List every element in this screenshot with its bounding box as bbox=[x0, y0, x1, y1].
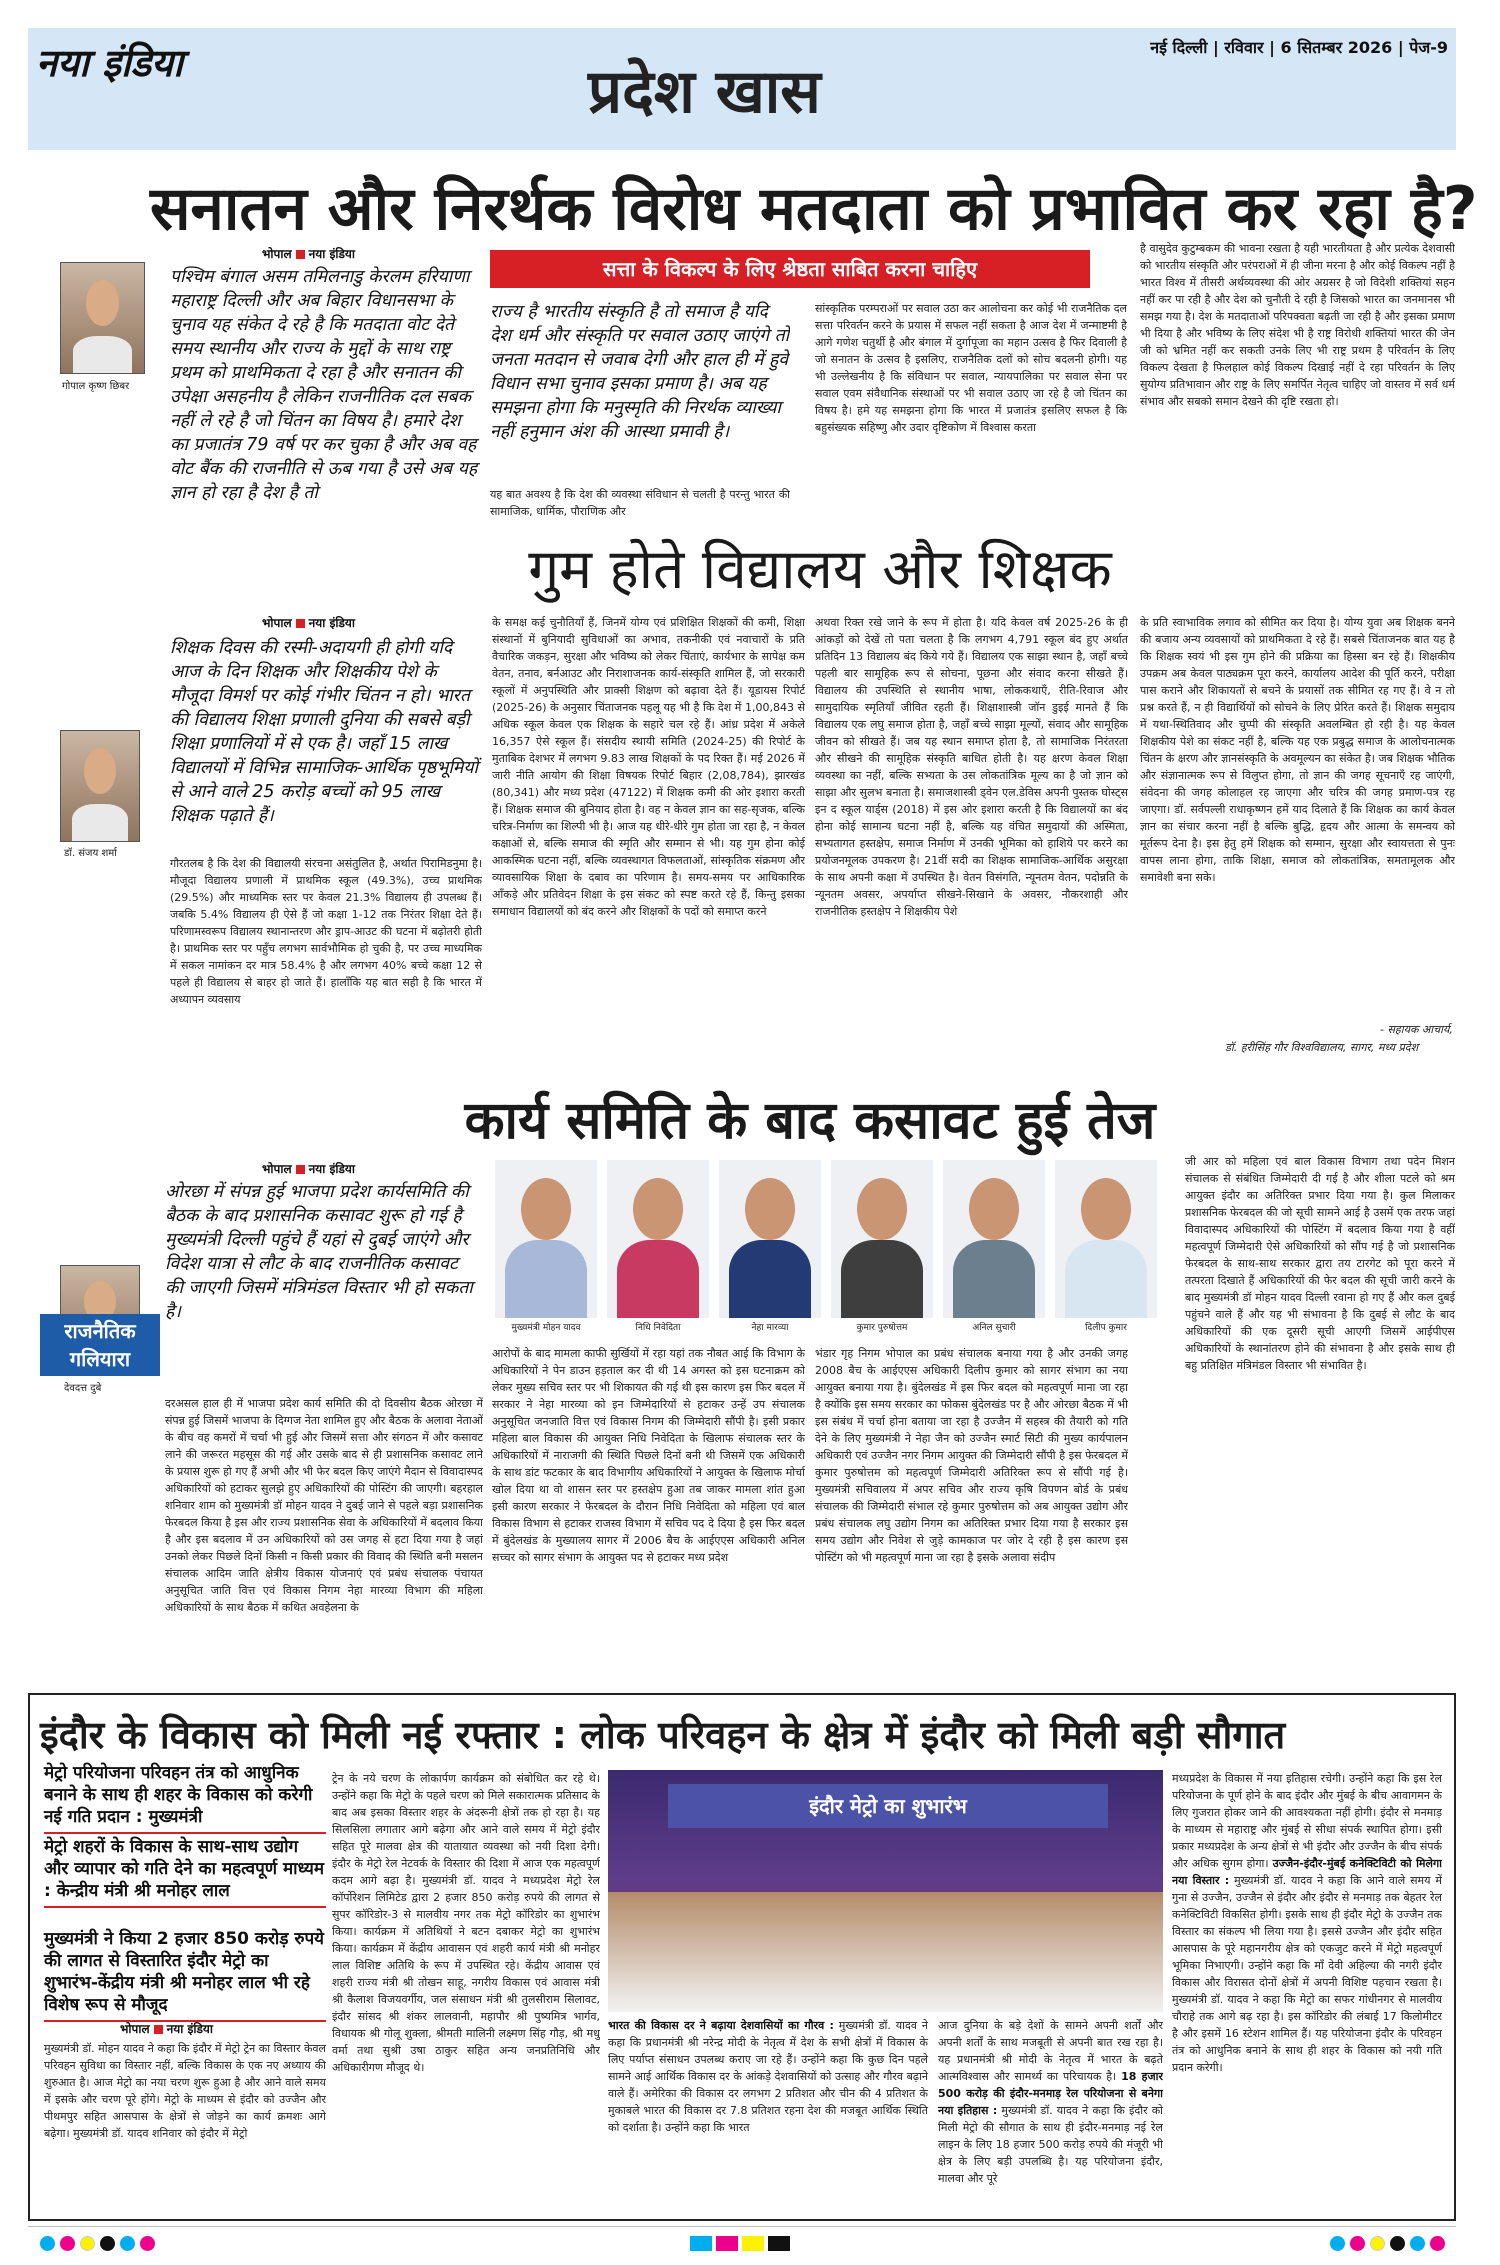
article4-bullet: मेट्रो शहरों के विकास के साथ-साथ उद्योग और व्यापार को गति देने का महत्वपूर्ण माध्यम : केन्द्रीय मंत्री श्री मनोहर लाल bbox=[44, 1836, 326, 1908]
metro-launch-photo bbox=[608, 1770, 1163, 2012]
official-photo bbox=[831, 1160, 933, 1318]
author-caption: देवदत्त दुबे bbox=[64, 1383, 102, 1394]
section-title: प्रदेश खास bbox=[588, 57, 821, 127]
official-photo bbox=[943, 1160, 1045, 1318]
article2-intro: शिक्षक दिवस की रस्मी-अदायगी ही होगी यदि आज के दिन शिक्षक और शिक्षकीय पेशे के मौजूदा विमर्श पर कोई गंभीर चिंतन न हो। भारत की विद्यालय शिक्षा प्रणाली दुनिया की सबसे बड़ी शिक्षा प्रणालियों में से एक है। जहाँ 15 लाख विद्यालयों में विभिन्न सामाजिक-आर्थिक पृष्ठभूमियों से आने वाले 25 करोड़ बच्चों को 95 लाख शिक्षक पढ़ाते हैं। bbox=[170, 638, 479, 826]
article2-column-a: गौरतलब है कि देश की विद्यालयी संरचना असंतुलित है, अर्थात पिरामिडनुमा है। मौजूदा विद्यालय प्रणाली में प्राथमिक स्कूल (49.3%), उच्च प्राथमिक (29.5%) और माध्यमिक स्तर पर केवल 21.3% विद्यालय ही उपलब्ध हैं। जबकि 5.4% विद्यालय ही ऐसे हैं जो कक्षा 1-12 तक निरंतर शिक्षा देते हैं। परिणामस्वरूप विद्यालय स्थानान्तरण और ड्राप-आउट की घटना में बढ़ोतरी होती है। प्राथमिक स्तर पर पहुँच लगभग सार्वभौमिक हो चुकी है, पर उच्च माध्यमिक में सकल नामांकन दर मात्र 58.4% है और लगभग 40% बच्चे कक्षा 12 से पहले ही विद्यालय से बाहर हो जाते हैं। हालाँकि यह बात सही है कि भारत में अध्यापन व्यवसाय bbox=[170, 857, 482, 1006]
column-d-text-2: मुख्यमंत्री डॉ. यादव ने कहा कि आने वाले समय में गुना से उज्जैन, उज्जैन से इंदौर और इंदौर से मनमाड़ तक बेहतर रेल कनेक्टिविटी विकसित होगी। इसके साथ ही इंदौर मेट्रो के उज्जैन तक विस्तार का संकल्प भी लिया गया है। इससे उज्जैन और इंदौर सहित आसपास के पूरे महानगरीय क्षेत्र को एकजुट करने में मेट्रो महत्वपूर्ण भूमिका निभाएगी। उन्होंने कहा कि माँ देवी अहिल्या की नगरी इंदौर विकास और विरासत दोनों क्षेत्रों में अपनी विशिष्ट पहचान रखता है। मुख्यमंत्री डॉ. यादव ने कहा कि मेट्रो का सफर गांधीनगर से मालवीय चौराहे तक आगे बढ़ रहा है। इस कॉरिडोर की लंबाई 17 किलोमीटर है और इसमें 16 स्टेशन शामिल हैं। यह परियोजना इंदौर के परिवहन तंत्र को आधुनिक बनाने के साथ ही शहर के विकास को नयी गति प्रदान करेगी। bbox=[1172, 1874, 1442, 2074]
article2-signoff-title: - सहायक आचार्य, bbox=[1380, 1023, 1453, 1036]
article3-intro: ओरछा में संपन्न हुई भाजपा प्रदेश कार्यसमिति की बैठक के बाद प्रशासनिक कसावट शुरू हो गई है मुख्यमंत्री दिल्ली पहुंचे हैं यहां से दुबई जाएंगे और विदेश यात्रा से लौट के बाद राजनीतिक कसावट की जाएगी जिसमें मंत्रिमंडल विस्तार भी हो सकता है। bbox=[165, 1182, 473, 1322]
article1-column-a: यह बात अवश्य है कि देश की व्यवस्था संविधान से चलती है परन्तु भारत की सामाजिक, धार्मिक, पौराणिक और bbox=[490, 488, 790, 518]
article3-column-a: दरअसल हाल ही में भाजपा प्रदेश कार्य समिति की दो दिवसीय बैठक ओरछा में संपन्न हुई जिसमें भाजपा के दिग्गज नेता शामिल हुए और बैठक के अलावा नेताओं के बीच वह कमरों में चर्चा भी हुई और जिसमें सत्ता और संगठन में और कसावट लाने की जरूरत महसूस की गई और उसके बाद से ही प्रशासनिक कसावट लाने के प्रयास शुरू हो गए हैं अभी और भी फेर बदल किए जाएंगे मैदान से विवादास्पद अधिकारियों को हटाकर सुलझे हुए अधिकारियों की पोस्टिंग की जाएगी। बहरहाल शनिवार शाम को मुख्यमंत्री डॉ मोहन यादव ने दुबई जाने से पहले बड़ा प्रशासनिक फेरबदल किया है इस और राज्य प्रशासनिक सेवा के अधिकारियों में बदलाव किया है और इस बदलाव में उन अधिकारियों को उस जगह से हटा दिया गया है जहां उनको लेकर पिछले दिनों किसी न किसी प्रकार की विवाद की स्थिति बनी मसलन संचालक आदिम जाति क्षेत्रीय विकास योजनाएं एवं प्रबंध संचालक पंचायत अनुसूचित जाति वित्त एवं विकास निगम नेहा मारव्या विभाग की महिला अधिकारियों के साथ बैठक में कथित अवहेलना के bbox=[165, 1397, 483, 1614]
article1-column-c: है वासुदेव कुटुम्बकम की भावना रखता है यही भारतीयता है और प्रत्येक देशवासी को भारतीय संस्कृति और परंपराओं में ही जीना मरना है और कोई विकल्प नहीं है भारत विश्व में तीसरी अर्थव्यवस्था की ओर अग्रसर है जो विदेशी शक्तियां सहन नहीं कर पा रही है और देश को चुनौती दे रही है जिसको भारत का जनमानस भी समझ गया है। देश के मतदाताओं परिपक्वता बढ़ती जा रही है और इसका प्रमाण भी दिया है और भविष्य के लिए संदेश भी है राष्ट्र विरोधी शक्तियां भारत की जेन जी को भ्रमित नहीं कर सकती उनके लिए भी राष्ट्र प्रथम है परिवर्तन के लिए विकल्प देखता है फिलहाल कोई विकल्प दिखाई नहीं दे रहा परिवर्तन के लिए सुयोग्य प्रतिभावान और राष्ट्र के लिए समर्पित नेतृत्व चाहिए जो वास्तव में सर्व धर्म संभाव और सबको समान देखने की दृष्टि रखता हो। bbox=[1140, 242, 1455, 408]
article2-signoff-affiliation: डॉ. हरीसिंह गौर विश्वविद्यालय, सागर, मध्य प्रदेश bbox=[1225, 1041, 1419, 1054]
footer-rule bbox=[28, 2226, 1456, 2227]
article3-column-b: आरोपों के बाद मामला काफी सुर्खियों में रहा यहां तक नौबत आई कि विभाग के अधिकारियों ने पेन डाउन हड़ताल कर दी थी 14 अगस्त को इस घटनाक्रम को लेकर मुख्य सचिव स्तर पर भी शिकायत की गई थी इस कारण इस फिर बदल में सरकार ने नेहा मारव्या को इन जिम्मेदारियों से हटाकर उन्हें उप संचालक अनुसूचित जनजाति वित्त एवं विकास निगम की जिम्मेदारी सौंपी है। इसी प्रकार महिला बाल विकास की आयुक्त निधि निवेदिता के खिलाफ संचालक स्तर के अधिकारियों में नाराजगी की स्थिति पिछले दिनों बनी थी जिसमें एक अधिकारी के साथ डांट फटकार के बाद विभागीय अधिकारियों ने आयुक्त के खिलाफ मोर्चा खोल दिया था वो शासन स्तर पर हस्तक्षेप हुआ तब जाकर मामला शांत हुआ इसी कारण सरकार ने फेरबदल के दौरान निधि निवेदिता को महिला एवं बाल विकास विभाग से हटाकर राजस्व विभाग में सचिव पद दे दिया है इस फिर बदल में बुंदेलखंड के मुख्यालय सागर में 2006 बैच के आईएएस अधिकारी अनिल सच्चर को सागर संभाग के आयुक्त पद से हटाकर मध्य प्रदेश bbox=[492, 1347, 805, 1564]
article4-headline: इंदौर के विकास को मिली नई रफ्तार : लोक परिवहन के क्षेत्र में इंदौर को मिली बड़ी सौगात bbox=[40, 1713, 1286, 1757]
official-photo bbox=[1055, 1160, 1157, 1318]
page-dateline: नई दिल्ली | रविवार | 6 सितम्बर 2026 | पेज-9 bbox=[1150, 38, 1448, 57]
photo-caption: अनिल सुचारी bbox=[972, 1323, 1016, 1333]
dateline-square-icon bbox=[154, 2025, 163, 2034]
photo-caption-block bbox=[608, 2017, 928, 2136]
article1-pullquote: राज्य है भारतीय संस्कृति है तो समाज है यदि देश धर्म और संस्कृति पर सवाल उठाए जाएंगे तो जनता मतदान से जवाब देगी और हाल ही में हुवे विधान सभा चुनाव इसका प्रमाण है। अब यह समझना होगा कि मनुस्मृति की निरर्थक व्याख्या नहीं हनुमान अंश की आस्था प्रमावी है। bbox=[490, 302, 790, 442]
article4-bullet: मुख्यमंत्री ने किया 2 हजार 850 करोड़ रुपये की लागत से विस्तारित इंदौर मेट्रो का शुभारंभ-केंद्रीय मंत्री श्री मनोहर लाल भी रहे विशेष रूप से मौजूद bbox=[44, 1928, 326, 2022]
article1-column-b: सांस्कृतिक परम्पराओं पर सवाल उठा कर आलोचना कर कोई भी राजनैतिक दल सत्ता परिवर्तन करने के प्रयास में सफल नहीं सकता है आज देश में जन्माष्टमी है आगे गणेश चतुर्थी है और बंगाल में दुर्गापूजा का महान उत्सव है फिर दिवाली है जो सनातन के उत्सव है इसलिए, राजनैतिक दलों को सोच बदलनी होगी। यह भी उल्लेखनीय है कि संविधान पर सवाल, न्यायपालिका पर सवाल सेना पर सवाल एवम संवैधानिक संस्थाओं पर भी सवाल उठाए जा रहे है जो चिंतन का विषय है। हमे यह समझना होगा कि भारत में प्रजातंत्र इसलिए सफल है कि बहुसंख्यक सहिष्णु और उदार दृष्टिकोण में विश्वास करता bbox=[815, 302, 1127, 434]
dateline-city: भोपाल bbox=[262, 616, 292, 630]
article3-column-c: भंडार गृह निगम भोपाल का प्रबंध संचालक बनाया गया है और उनकी जगह 2008 बैच के आईएएस अधिकारी दिलीप कुमार को सागर संभाग का नया आयुक्त बनाया गया है। बुंदेलखंड में इस फिर बदल को महत्वपूर्ण माना जा रहा है क्योंकि इस समय सरकार का फोकस बुंदेलखंड पर है और ओरछा बैठक में भी इस संबंध में चर्चा होना बताया जा रहा है उज्जैन में सहस्त्र की तैयारी को गति देने के लिए मुख्यमंत्री ने नेहा जैन को उज्जैन स्मार्ट सिटी की मुख्य कार्यपालन अधिकारी एवं उज्जैन नगर निगम आयुक्त की जिम्मेदारी सौंपी है इस फेरबदल में कुमार पुरुषोत्तम को महत्वपूर्ण जिम्मेदारी अतिरिक्त रूप से सौंपी गई है। मुख्यमंत्री सचिवालय में अपर सचिव और राज्य कृषि विपणन बोर्ड के प्रबंध संचालक की जिम्मेदारी संभाल रहे कुमार पुरुषोत्तम को अब आयुक्त उद्योग और प्रबंध संचालक लघु उद्योग निगम का अतिरिक्त प्रभार दिया गया है सरकार इस समय उद्योग और निवेश से जुड़े कामकाज पर जोर दे रही है इस कारण इस पोस्टिंग को भी महत्वपूर्ण माना जा रहा है इसके अलावा संदीप bbox=[815, 1347, 1128, 1564]
column-d-text: मध्यप्रदेश के विकास में नया इतिहास रचेगी। उन्होंने कहा कि इस रेल परियोजना के पूर्ण होने के बाद इंदौर और मुंबई के बीच आवागमन के लिए गुजरात होकर जाने की आवश्यकता नहीं होगी। इंदौर से मनमाड़ के माध्यम से महाराष्ट्र और मुंबई से सीधा संपर्क स्थापित होगा। इसी प्रकार मध्यप्रदेश के अन्य क्षेत्रों से भी इंदौर और उज्जैन के बीच संपर्क और अधिक सुगम होगा। bbox=[1172, 1772, 1442, 1870]
article2-column-b: के समक्ष कई चुनौतियाँ हैं, जिनमें योग्य एवं प्रशिक्षित शिक्षकों की कमी, शिक्षा संस्थानों में बुनियादी सुविधाओं का अभाव, तकनीकी एवं नवाचारों के प्रति वैचारिक जकड़न, सुरक्षा और भविष्य को लेकर चिंताएं, कार्यभार के सापेक्ष कम वेतन, तनाव, बर्नआउट और निराशाजनक कार्य-संस्कृति शामिल हैं, जो सरकारी स्कूलों में अनुपस्थिति और प्राक्सी शिक्षण को बढ़ावा देते हैं। यूडायस रिपोर्ट (2025-26) के अनुसार चिंताजनक पहलू यह भी है कि देश में 1,00,843 से अधिक स्कूल केवल एक शिक्षक के सहारे चल रहे हैं। आंध्र प्रदेश में अकेले 16,357 ऐसे स्कूल हैं। संसदीय स्थायी समिति (2024-25) की रिपोर्ट के मुताबिक देशभर में लगभग 9.83 लाख शिक्षकों के पद रिक्त हैं। मई 2026 में जारी नीति आयोग की शिक्षा विषयक रिपोर्ट बिहार (2,08,784), झारखंड (80,341) और मध्य प्रदेश (47122) में शिक्षक कमी की ओर इशारा करती हैं। शिक्षक समाज की बुनियाद होता है। वह न केवल ज्ञान का सह-सृजक, बल्कि चरित्र-निर्माण का शिल्पी भी है। आज यह धीरे-धीरे गुम होता जा रहा है, न केवल कक्षाओं से, बल्कि समाज की स्मृति और सम्मान से भी। यह गुम होना कोई आकस्मिक घटना नहीं, बल्कि व्यवस्थागत विफलताओं, सांस्कृतिक संक्रमण और व्यावसायिक शिक्षा के दबाव का परिणाम है। समय-समय पर आधिकारिक आँकड़े और प्रतिवेदन शिक्षा के इस संकट को स्पष्ट करते रहे हैं, किन्तु इसका समाधान विद्यालयों को बंद करने और शिक्षकों के पदों को समाप्त करने bbox=[492, 616, 805, 918]
dateline-square-icon bbox=[296, 619, 305, 628]
dateline-square-icon bbox=[296, 1165, 305, 1174]
article2-dateline bbox=[262, 614, 355, 631]
photo-caption: मुख्यमंत्री मोहन यादव bbox=[511, 1323, 581, 1333]
article4-column-d bbox=[1172, 1770, 1442, 2210]
article1-intro: पश्चिम बंगाल असम तमिलनाडु केरलम हरियाणा महाराष्ट्र दिल्ली और अब बिहार विधानसभा के चुनाव यह संकेत दे रहे है कि मतदाता वोट देते समय स्थानीय और राज्य के मुद्दों के साथ राष्ट्र प्रथम को प्राथमिकता दे रहा है और सनातन की उपेक्षा असहनीय है लेकिन राजनीतिक दल सबक नहीं ले रहे है जो चिंतन का विषय है। हमारे देश का प्रजातंत्र 79 वर्ष पर कर चुका है और अब वह वोट बैंक की राजनीति से ऊब गया है उसे अब यह ज्ञान हो रहा है देश है तो bbox=[170, 267, 478, 503]
author-caption: डॉ. संजय शर्मा bbox=[64, 848, 117, 859]
author-caption: गोपाल कृष्ण छिबर bbox=[62, 381, 130, 392]
article2-column-d: के प्रति स्वाभाविक लगाव को सीमित कर दिया है। योग्य युवा अब शिक्षक बनने की बजाय अन्य व्यवसायों को प्राथमिकता दे रहे हैं। सबसे चिंताजनक बात यह है कि शिक्षक स्वयं भी इस गुम होने की प्रक्रिया का हिस्सा बन रहे हैं। शिक्षकीय उपक्रम अब केवल पाठ्यक्रम पूरा करने, कार्यालय आदेश की पूर्ति करने, परीक्षा पास कराने और शिकायतों से बचने के प्रयासों तक सीमित रह गए हैं। वे न तो प्रश्न करते हैं, न ही विद्यार्थियों को सोचने के लिए प्रेरित करते हैं। शिक्षक समुदाय में यथा-स्थितिवाद और चुप्पी की संस्कृति अवलम्बित हो रही है। यह केवल शिक्षकीय पेशे का संकट नहीं है, बल्कि यह एक प्रबुद्ध समाज के आलोचनात्मक चिंतन के क्षरण और ज्ञानसंस्कृति के अवमूल्यन का संकेत है। जब शिक्षक भौतिक और संज्ञानात्मक रूप से विलुप्त होगा, तो ज्ञान की जगह सूचनाएँ रह जाएंगी, संवेदना की जगह कोलाहल रह जाएगा और चरित्र की जगह प्रमाण-पत्र रह जाएगा। डॉ. सर्वपल्ली राधाकृष्णन हमें याद दिलाते हैं कि शिक्षक का कार्य केवल ज्ञान का संचार करना नहीं है बल्कि बुद्धि, हृदय और आत्मा के समन्वय को मूर्तरूप देना है। इस हेतु हमें शिक्षक को सम्मान, सुरक्षा और स्वायत्तता से पुनः वापस लाना होगा, ताकि शिक्षा, समाज को लोकतांत्रिक, समतामूलक और समावेशी बना सके। bbox=[1140, 616, 1455, 884]
article1-headline: सनातन और निरर्थक विरोध मतदाता को प्रभावित कर रहा है? bbox=[150, 174, 1478, 244]
photo-caption-title: भारत की विकास दर ने बढ़ाया देशवासियों का गौरव : bbox=[608, 2019, 834, 2032]
official-photo bbox=[495, 1160, 597, 1318]
article3-dateline bbox=[262, 1160, 355, 1177]
dateline-paper: नया इंडिया bbox=[308, 247, 356, 261]
dateline-paper: नया इंडिया bbox=[308, 1162, 356, 1176]
photo-caption: कुमार पुरुषोत्तम bbox=[856, 1323, 908, 1333]
article4-column-a: मुख्यमंत्री डॉ. मोहन यादव ने कहा कि इंदौर में मेट्रो ट्रेन का विस्तार केवल परिवहन सुविधा का विस्तार नहीं, बल्कि विकास के एक नए अध्याय की शुरुआत है। आज मेट्रो का नया चरण शुरू हुआ है और आने वाले समय में इसके और चरण पूरे होंगे। मेट्रो के माध्यम से इंदौर को उज्जैन और पीथमपुर सहित आसपास के क्षेत्रों से जोड़ने का कार्य क्रमशः आगे बढ़ेगा। मुख्यमंत्री डॉ. यादव शनिवार को इंदौर में मेट्रो bbox=[44, 2042, 326, 2140]
author-photo bbox=[60, 730, 140, 842]
paper-name: नया इंडिया bbox=[36, 41, 183, 85]
photo-caption: दिलीप कुमार bbox=[1085, 1323, 1127, 1333]
dateline-city: भोपाल bbox=[120, 2022, 150, 2036]
dateline-square-icon bbox=[296, 250, 305, 259]
article2-column-c: अथवा रिक्त रखे जाने के रूप में होता है। यदि केवल वर्ष 2025-26 के ही आंकड़ों को देखें तो पता चलता है कि लगभग 4,791 स्कूल बंद हुए अर्थात प्रतिदिन 13 विद्यालय बंद किये गये हैं। विद्यालय एक साझा स्थान है, जहाँ बच्चे पहली बार सामूहिक रूप से सोचना, पूछना और संवाद करना सीखते हैं। विद्यालय की उपस्थिति से स्थानीय भाषा, लोककथाएँ, रीति-रिवाज और सामुदायिक स्मृतियाँ जीवित रहती हैं। शिक्षाशास्त्री जॉन डुइई मानते हैं कि विद्यालय एक लघु समाज होता है, जहाँ बच्चे साझा मूल्यों, संवाद और सामूहिक जीवन को सीखते हैं। जब यह स्थान समाप्त होता है, तो सामाजिक निरंतरता और सीखने की सामूहिक संस्कृति बाधित होती है। यह क्षरण केवल शिक्षा व्यवस्था का नहीं, बल्कि सभ्यता के उस लोकतांत्रिक मूल्य का है जो ज्ञान को साझा और सुलभ बनाता है। समाजशास्त्री ड्वेन एल.डेविस अपनी पुस्तक घोस्ट्स इन द स्कूल यार्ड्स (2018) में इस ओर इशारा करती है कि विद्यालयों का बंद होना कोई सामान्य घटना नहीं है, बल्कि यह वंचित समुदायों की अस्मिता, सभ्यतागत हस्तक्षेप, समाज निर्माण में उनकी भूमिका को हाशिये पर करने का प्रयोजनमूलक उपकरण है। 21वीं सदी का शिक्षक सामाजिक-आर्थिक असुरक्षा के साथ अपनी कक्षा में उपस्थित है। वेतन विसंगति, न्यूनतम वेतन, पदोन्नति के न्यूनतम अवसर, अपर्याप्त सीखने-सिखाने के अवसर, नौकरशाही और राजनीतिक हस्तक्षेप ने शिक्षकीय पेशे bbox=[815, 616, 1128, 918]
column-c-subhead: 18 हजार 500 करोड़ की इंदौर-मनमाड़ रेल परियोजना से बनेगा नया इतिहास : bbox=[938, 2070, 1163, 2117]
article4-dateline bbox=[120, 2020, 213, 2037]
column-c-text-2: मुख्यमंत्री डॉ. यादव ने कहा कि इंदौर को मिली मेट्रो की सौगात के साथ ही इंदौर-मनमाड़ नई रेल लाइन के लिए 18 हजार 500 करोड़ रुपये की मंजूरी भी क्षेत्र के लिए बड़ी उपलब्धि है। यह परियोजना इंदौर, मालवा और पूरे bbox=[938, 2104, 1163, 2185]
article4-column-b: ट्रेन के नये चरण के लोकार्पण कार्यक्रम को संबोधित कर रहे थे। उन्होंने कहा कि मेट्रो के पहले चरण को मिले सकारात्मक प्रतिसाद के बाद अब इसका विस्तार शहर के अंदरूनी क्षेत्रों तक हो रहा है। यह सिलसिला लगातार आगे बढ़ेगा और आने वाले समय में मेट्रो इंदौर सहित पूरे मालवा क्षेत्र की यातायात व्यवस्था को नयी दिशा देगी। इंदौर के मेट्रो रेल नेटवर्क के विस्तार की दिशा में आज एक महत्वपूर्ण कदम आगे बढ़ा है। मुख्यमंत्री डॉ. यादव ने मध्यप्रदेश मेट्रो रेल कॉर्पोरेशन लिमिटेड द्वारा 2 हजार 850 करोड़ रुपये की लागत से सुपर कॉरिडोर-3 से मालवीय नगर तक मेट्रो कॉरिडोर का शुभारंभ किया। कार्यक्रम में अतिथियों ने बटन दबाकर मेट्रो का शुभारंभ किया। कार्यक्रम में केंद्रीय आवासन एवं शहरी कार्य मंत्री श्री मनोहर लाल विशिष्ट अतिथि के रूप में उपस्थित रहे। केंद्रीय आवास एवं शहरी राज्य मंत्री श्री तोखन साहू, नगरीय विकास एवं आवास मंत्री श्री कैलाश विजयवर्गीय, जल संसाधन मंत्री श्री तुलसीराम सिलावट, इंदौर सांसद श्री शंकर लालवानी, महापौर श्री पुष्यमित्र भार्गव, विधायक श्री गोलू शुक्ला, श्रीमती मालिनी लक्ष्मण सिंह गौड़, श्री मधु वर्मा तथा सुश्री उषा ठाकुर सहित अन्य जनप्रतिनिधि और अधिकारीगण मौजूद थे। bbox=[332, 1772, 600, 2074]
article4-bullet: मेट्रो परियोजना परिवहन तंत्र को आधुनिक बनाने के साथ ही शहर के विकास को करेगी नई गति प्रदान : मुख्यमंत्री bbox=[44, 1762, 326, 1834]
photo-caption: निधि निवेदिता bbox=[635, 1323, 681, 1333]
article3-column-d: जी आर को महिला एवं बाल विकास विभाग तथा पदेन मिशन संचालक से संबंधित जिम्मेदारी दी गई है और शीला पटले को श्रम आयुक्त इंदौर का अतिरिक्त प्रभार दिया गया है। कुल मिलाकर प्रशासनिक फेरबदल की जो सूची सामने आई है उसमें एक तरफ जहां विवादास्पद अधिकारियों की पोस्टिंग में बदलाव किया गया है वहीं महत्वपूर्ण जिम्मेदारी ऐसे अधिकारियों को सौंप गई है जो प्रशासनिक फेरबदल के साथ-साथ सरकार द्वारा तय टारगेट को पूरा करने में तत्परता दिखाते हैं अधिकारियों की फेर बदल की सूची जारी करने के बाद मुख्यमंत्री डॉ मोहन यादव दिल्ली रवाना हो गए हैं और कल दुबई पहुंचने वाले हैं और यह भी संभावना है कि दुबई से लौट के बाद अधिकारियों की एक दूसरी सूची आएगी जिसमें आईपीएस अधिकारियों के स्थानांतरण होने की संभावना है और इसके साथ ही बहु प्रतिक्षित मंत्रिमंडल विस्तार भी संभावित है। bbox=[1185, 1155, 1455, 1372]
article4-column-c bbox=[938, 2017, 1163, 2210]
photo-banner: इंदौर मेट्रो का शुभारंभ bbox=[668, 1784, 1108, 1828]
photo-caption-text: मुख्यमंत्री डॉ. यादव ने कहा कि प्रधानमंत्री श्री नरेन्द्र मोदी के नेतृत्व में देश के सभी क्षेत्रों में विकास के लिए पर्याप्त संसाधन उपलब्ध कराए जा रहे हैं। उन्होंने कहा कि कुछ दिन पहले सामने आई आर्थिक विकास दर के आंकड़े देशवासियों को उत्साह और गौरव बढ़ाने वाले हैं। अमेरिका की विकास दर लगभग 2 प्रतिशत और चीन की 4 प्रतिशत के मुकाबले भारत की विकास दर 7.8 प्रतिशत रहना देश की मजबूत आर्थिक स्थिति को दर्शाता है। उन्होंने कहा कि भारत bbox=[608, 2019, 928, 2134]
column-d-subhead: उज्जैन-इंदौर-मुंबई कनेक्टिविटी को मिलेगा नया विस्तार : bbox=[1172, 1857, 1442, 1887]
article1-subhead: सत्ता के विकल्प के लिए श्रेष्ठता साबित करना चाहिए bbox=[490, 250, 1090, 288]
column-c-text: आज दुनिया के बड़े देशों के सामने अपनी शर्तों और अपनी शर्तों के साथ मजबूती से अपनी बात रख रहा है। यह प्रधानमंत्री श्री मोदी के नेतृत्व में भारत के बढ़ते आत्मविश्वास और सामर्थ्य का परिचायक है। bbox=[938, 2019, 1163, 2083]
officials-photo-strip bbox=[495, 1160, 1165, 1335]
dateline-city: भोपाल bbox=[262, 247, 292, 261]
dateline-paper: नया इंडिया bbox=[166, 2022, 214, 2036]
author-photo bbox=[60, 262, 145, 374]
masthead bbox=[28, 28, 1456, 150]
article2-headline: गुम होते विद्यालय और शिक्षक bbox=[528, 537, 1112, 601]
photo-caption: नेहा मारव्या bbox=[751, 1323, 789, 1333]
official-photo bbox=[719, 1160, 821, 1318]
dateline-city: भोपाल bbox=[262, 1162, 292, 1176]
official-photo bbox=[607, 1160, 709, 1318]
dateline-paper: नया इंडिया bbox=[308, 616, 356, 630]
article3-headline: कार्य समिति के बाद कसावट हुई तेज bbox=[464, 1091, 1156, 1151]
article1-dateline bbox=[262, 245, 355, 262]
column-badge: राजनैतिक गलियारा bbox=[40, 1314, 160, 1376]
